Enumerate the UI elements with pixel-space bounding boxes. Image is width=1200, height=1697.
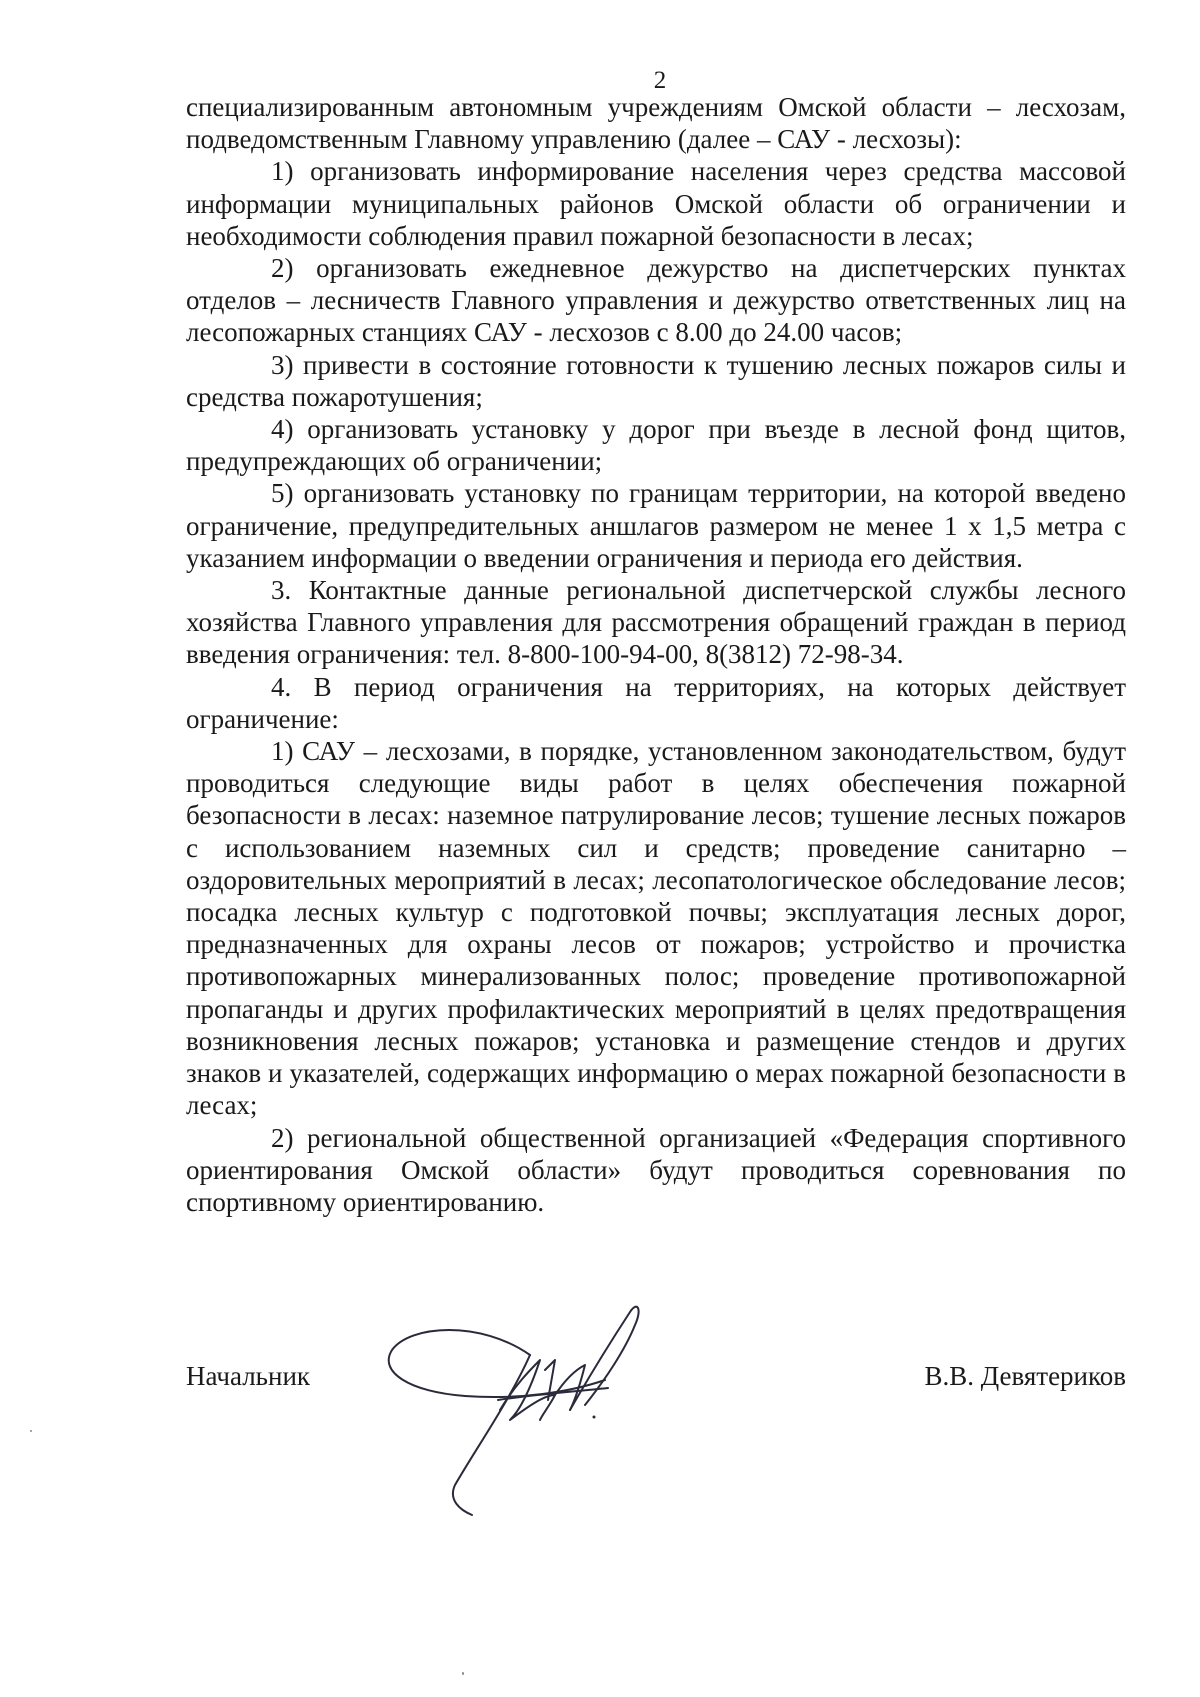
paragraph-item-2: 2) организовать ежедневное дежурство на диспетчерских пунктах отделов – лесничеств Главного управления и дежурство ответственных лиц на лесопожарных станциях САУ - лесхозов с 8.00 до 24.00 часов; [186, 253, 1126, 348]
scan-speck [462, 1672, 464, 1675]
handwritten-signature [380, 1300, 700, 1520]
scan-speck [30, 1430, 32, 1432]
paragraph-intro: специализированным автономным учреждениям Омской области – лесхозам, подведомственным Главному управлению (далее – САУ - лесхозы): [186, 92, 1126, 155]
page-number: 2 [653, 67, 667, 94]
paragraph-item-4: 4) организовать установку у дорог при въезде в лесной фонд щитов, предупреждающих об ограничении; [186, 414, 1126, 477]
document-body [186, 91, 1126, 1218]
paragraph-section-4-item-2: 2) региональной общественной организацией «Федерация спортивного ориентирования Омской области» будут проводиться соревнования по спортивному ориентированию. [186, 1122, 1126, 1217]
paragraph-section-4-item-1: 1) САУ – лесхозами, в порядке, установленном законодательством, будут проводиться следующие виды работ в целях обеспечения пожарной безопасности в лесах: наземное патрулирование лесов; тушение лесных пожаров с использованием наземных сил и средств; проведение санитарно – оздоровительных мероприятий в лесах; лесопатологическое обследование лесов; посадка лесных культур с подготовкой почвы; эксплуатация лесных дорог, предназначенных для охраны лесов от пожаров; устройство и прочистка противопожарных минерализованных полос; проведение противопожарной пропаганды и других профилактических мероприятий в целях предотвращения возникновения лесных пожаров; установка и размещение стендов и других знаков и указателей, содержащих информацию о мерах пожарной безопасности в лесах; [186, 736, 1126, 1121]
signatory-title: Начальник [186, 1361, 311, 1391]
paragraph-section-3: 3. Контактные данные региональной диспетчерской службы лесного хозяйства Главного управления для рассмотрения обращений граждан в период введения ограничения: тел. 8-800-100-94-00, 8(3812) 72-98-34. [186, 575, 1126, 670]
paragraph-item-1: 1) организовать информирование населения через средства массовой информации муниципальных районов Омской области об ограничении и необходимости соблюдения правил пожарной безопасности в лесах; [186, 156, 1126, 251]
paragraph-item-3: 3) привести в состояние готовности к тушению лесных пожаров силы и средства пожаротушения; [186, 349, 1126, 412]
signatory-name: В.В. Девятериков [924, 1361, 1126, 1391]
paragraph-section-4: 4. В период ограничения на территориях, на которых действует ограничение: [186, 671, 1126, 734]
paragraph-item-5: 5) организовать установку по границам территории, на которой введено ограничение, предупредительных аншлагов размером не менее 1 х 1,5 метра с указанием информации о введении ограничения и периода его действия. [186, 478, 1126, 573]
